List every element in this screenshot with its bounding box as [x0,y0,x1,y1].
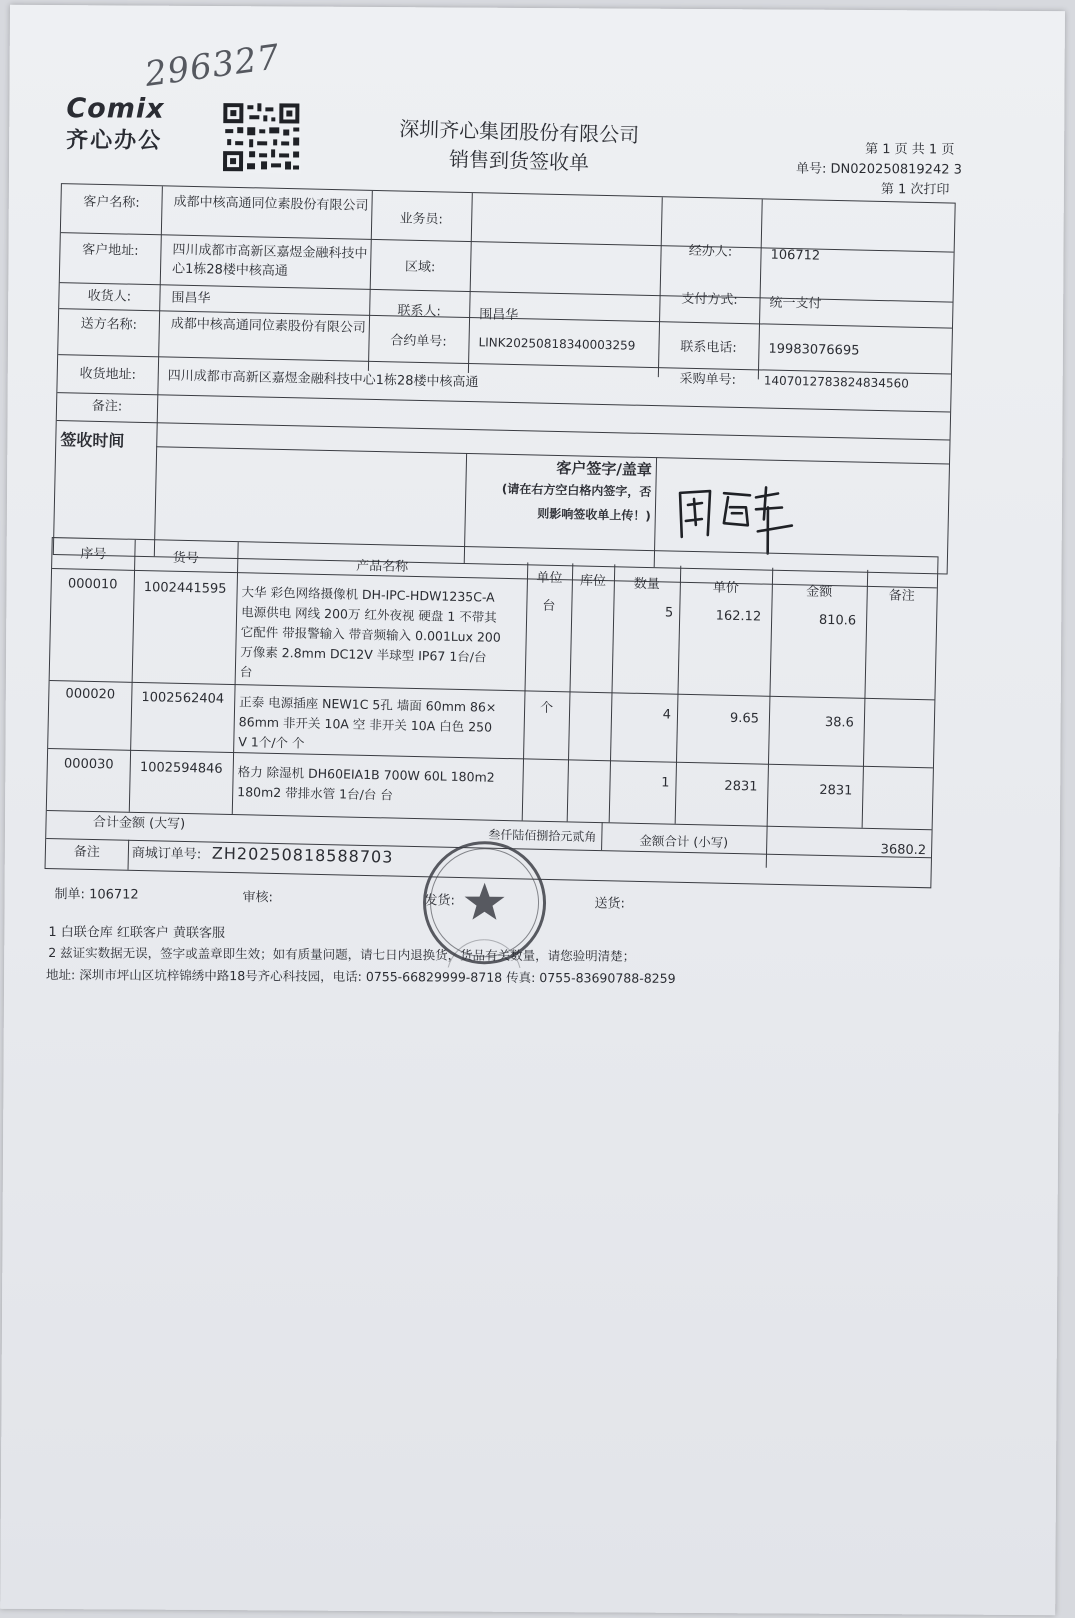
ship-to-value: 成都中核高通同位素股份有限公司 [170,316,367,336]
ship-to-label: 送方名称: [80,316,138,333]
table-row-2-unit: 个 [539,700,554,717]
salesperson-label: 业务员: [399,211,444,228]
table-row-2-amount: 38.6 [824,714,855,731]
company-title: 深圳齐心集团股份有限公司 [398,116,640,148]
region-label: 区域: [404,259,436,276]
table-row-3-code: 1002594846 [139,760,223,777]
col-seq-header: 序号 [80,546,107,563]
copy-note: 1 白联仓库 红联客户 黄联客服 [48,925,226,942]
mall-order-value: ZH20250818588703 [211,843,394,867]
customer-address-value: 四川成都市高新区嘉煜金融科技中心1栋28楼中核高通 [171,242,368,280]
send-label: 发货: [424,893,455,909]
company-logo-cn: 齐心办公 [66,128,163,154]
table-row-1-price: 162.12 [715,608,762,625]
phone-value: 19983076695 [768,341,860,359]
delivery-address-label: 收货地址: [79,366,137,383]
customer-sign-note-2: 则影响签收单上传！) [537,506,651,524]
table-row-1-name-2: 电源供电 网线 200万 红外夜视 硬盘 1 不带其 [241,604,497,625]
table-row-3-price: 2831 [724,778,758,795]
table-row-1-qty: 5 [664,605,674,621]
table-row-2-name-3: V 1个/个 个 [238,734,305,751]
col-code-header: 货号 [172,550,199,567]
contact-label: 联系人: [397,303,442,320]
payment-value: 统一支付 [769,295,822,312]
receiver-label: 收货人: [87,288,132,305]
purchase-label: 采购单号: [679,371,737,388]
table-row-1-code: 1002441595 [143,580,227,597]
col-amount-header: 金额 [806,584,833,601]
total-cn-label: 合计金额 (大写) [92,815,186,833]
table-row-3-name-2: 180m2 带排水管 1台/台 台 [237,784,393,803]
print-count: 第 1 次打印 [880,182,950,198]
maker-info: 制单: 106712 [54,887,139,903]
page-indicator: 第 1 页 共 1 页 [865,142,955,158]
total-label: 金额合计 (小写) [639,832,729,850]
delivery-receipt-page [0,5,1065,1615]
col-price-header: 单价 [712,580,739,597]
col-loc-header: 库位 [579,573,607,590]
header-info-grid [53,183,956,574]
handler-value: 106712 [770,247,821,264]
customer-name-value: 成都中核高通同位素股份有限公司 [173,194,369,214]
col-note-header: 备注 [888,588,915,604]
contact-value: 围昌华 [478,307,519,324]
company-logo-en: Comix [66,93,165,125]
table-row-1-name-4: 万像素 2.8mm DC12V 半球型 IP67 1台/台 [240,644,487,665]
table-row-1-unit: 台 [542,598,556,615]
table-row-2-qty: 4 [662,707,672,723]
table-row-3-amount: 2831 [819,782,853,799]
col-name-header: 产品名称 [356,558,409,575]
total-cn-value: 叁仟陆佰捌拾元贰角 [488,827,597,844]
table-row-3-name-1: 格力 除湿机 DH60EIA1B 700W 60L 180m2 [237,764,495,785]
phone-label: 联系电话: [680,339,737,356]
document-title: 销售到货签收单 [448,147,590,175]
items-table [45,537,939,888]
delivery-address-value: 四川成都市高新区嘉煜金融科技中心1栋28楼中核高通 [167,368,479,391]
payment-label: 支付方式: [681,291,738,308]
customer-signature [672,479,802,560]
table-row-2-name-2: 86mm 非开关 10A 空 非开关 10A 白色 250 [238,714,493,735]
table-row-2-name-1: 正泰 电源插座 NEW1C 5孔 墙面 60mm 86× [239,694,497,715]
terms-note: 2 兹证实数据无误，签字或盖章即生效；如有质量问题，请七日内退换货，货品有关数量，请您验明清楚； [48,945,636,964]
sign-time-label: 签收时间 [60,430,125,451]
deliver-label: 送货: [594,896,625,912]
handwritten-number: 296327 [142,37,283,95]
table-row-2-code: 1002562404 [141,690,225,707]
table-row-2-seq: 000020 [65,686,116,703]
qr-code-icon [221,101,301,173]
company-address: 地址: 深圳市坪山区坑梓锦绣中路18号齐心科技园，电话: 0755-66829999-8718 传真: 0755-83690788-8259 [46,967,676,986]
table-row-1-amount: 810.6 [818,612,857,629]
mall-order-label: 商城订单号: [131,845,202,863]
audit-label: 审核: [242,890,273,906]
contract-value: LINK20250818340003259 [478,335,636,353]
table-row-2-price: 9.65 [729,710,760,727]
table-row-3-seq: 000030 [63,756,114,773]
customer-sign-note-1: (请在右方空白格内签字，否 [501,481,652,500]
handler-label: 经办人: [688,243,733,260]
customer-address-label: 客户地址: [82,242,139,259]
table-row-3-qty: 1 [661,775,670,791]
purchase-value: 1407012783824834560 [763,373,909,391]
table-row-1-name-1: 大华 彩色网络摄像机 DH-IPC-HDW1235C-A [241,584,495,605]
total-value: 3680.2 [880,842,927,859]
order-number: 单号: DN020250819242 3 [795,161,962,178]
col-qty-header: 数量 [633,576,661,593]
customer-name-label: 客户名称: [83,194,140,211]
remark-label: 备注: [91,398,123,415]
table-row-1-seq: 000010 [67,576,118,593]
table-row-1-name-3: 它配件 带报警输入 带音频输入 0.001Lux 200 [240,624,501,645]
col-unit-header: 单位 [536,570,563,587]
table-remark-label: 备注 [73,844,101,861]
customer-sign-label: 客户签字/盖章 [556,458,652,480]
table-row-1-name-5: 台 [239,664,253,680]
receiver-value: 围昌华 [171,290,211,307]
contract-label: 合约单号: [390,333,447,350]
